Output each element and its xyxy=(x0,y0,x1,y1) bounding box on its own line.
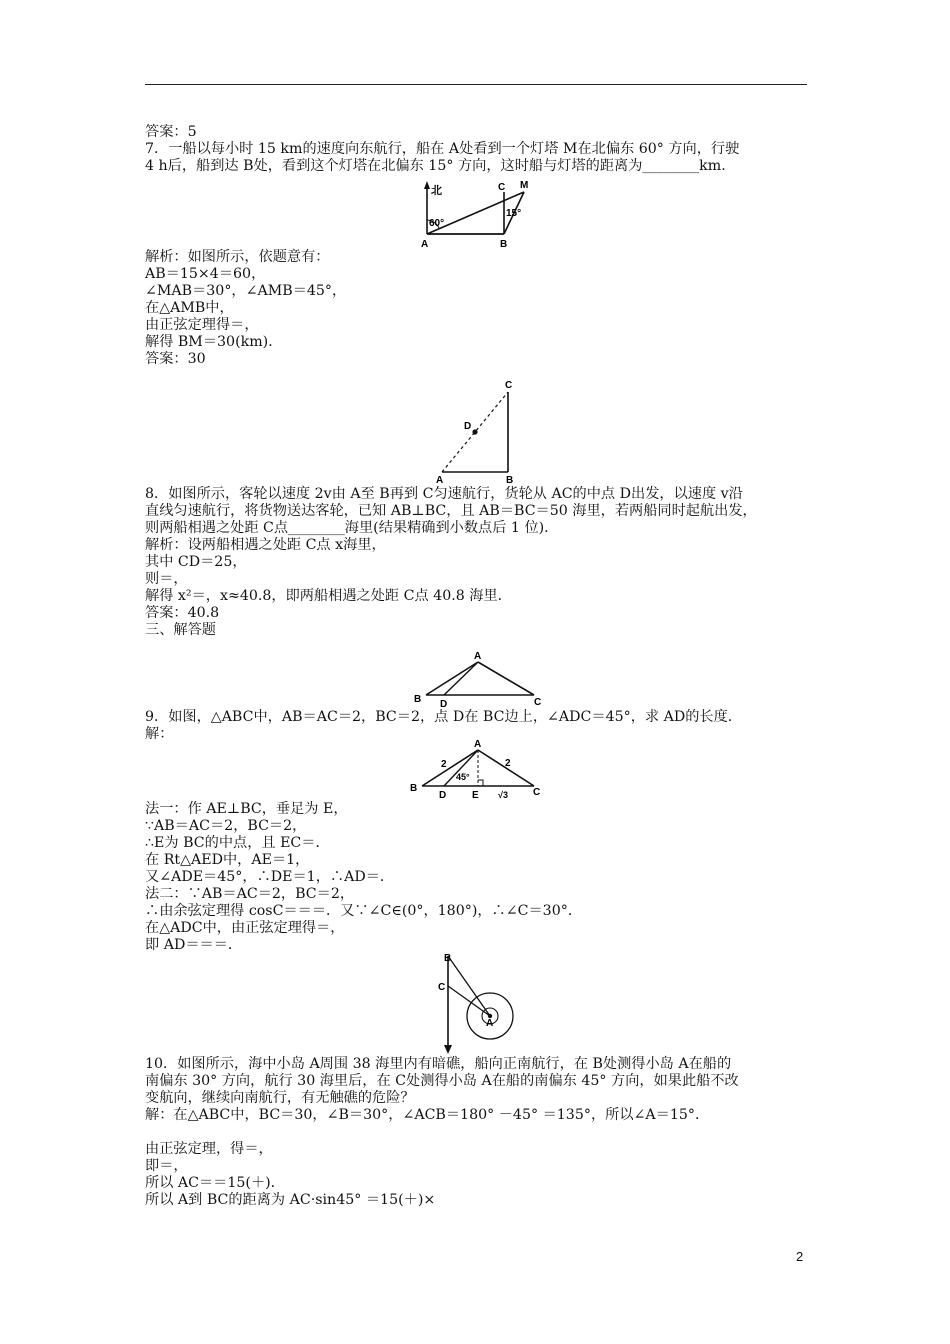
problem-7-line-1: 7．一船以每小时 15 km的速度向东航行，船在 A处看到一个灯塔 M在北偏东 60° 方向，行驶 xyxy=(145,141,740,157)
p8-analysis: 解析：设两船相遇之处距 C点 x海里， xyxy=(145,537,386,553)
p9-method1-step1: 法一：作 AE⊥BC，垂足为 E， xyxy=(145,801,348,817)
fig9b-half-bc-label: √3 xyxy=(498,790,508,800)
p10-solution-line-1: 解：在△ABC中，BC＝30，∠B＝30°，∠ACB＝180° －45° ＝135°，所以∠A＝15°． xyxy=(145,1107,710,1123)
fig9b-label-b: B xyxy=(410,783,418,794)
figure-7-diagram xyxy=(418,178,530,250)
p9-method2-step4: 即 AD＝＝＝． xyxy=(145,937,243,953)
section-heading-3: 三、解答题 xyxy=(145,622,216,638)
p8-solve: 解得 x²＝，x≈40.8，即两船相遇之处距 C点 40.8 海里． xyxy=(145,588,512,604)
p8-cd: 其中 CD＝25， xyxy=(145,554,247,570)
p9-method2-step2: ∴由余弦定理得 cosC＝＝＝．又∵∠C∈(0°，180°)，∴∠C＝30°． xyxy=(145,903,583,919)
fig10-label-c: C xyxy=(438,982,446,993)
problem-9: 9．如图，△ABC中，AB＝AC＝2，BC＝2，点 D在 BC边上，∠ADC＝45°，求 AD的长度． xyxy=(145,709,742,725)
fig9b-side-ab-label: 2 xyxy=(441,759,447,770)
problem-8-line-3: 则两船相遇之处距 C点________海里(结果精确到小数点后 1 位)． xyxy=(145,520,559,536)
fig10-label-a: A xyxy=(486,1018,494,1029)
p10-equation: 即＝， xyxy=(145,1158,188,1174)
p9-method1-step2: ∵AB＝AC＝2，BC＝2， xyxy=(145,818,307,834)
fig9a-segment-ac xyxy=(478,662,534,695)
p7-sine-law: 由正弦定理得＝， xyxy=(145,317,259,333)
fig9a-label-a: A xyxy=(474,651,482,662)
p9-method2-step1: 法二：∵AB＝AC＝2，BC＝2， xyxy=(145,886,355,902)
fig10-label-b: B xyxy=(444,953,452,964)
fig7-label-m: M xyxy=(520,180,529,191)
fig9a-label-b: B xyxy=(414,694,422,705)
problem-10-line-2: 南偏东 30° 方向，航行 30 海里后，在 C处测得小岛 A在船的南偏东 45° 方向，如果此船不改 xyxy=(145,1073,739,1089)
fig9b-right-angle-mark xyxy=(478,780,483,786)
p9-method2-step3: 在△ADC中，由正弦定理得＝， xyxy=(145,920,345,936)
problem-8-line-2: 直线匀速航行，将货物送达客轮，已知 AB⊥BC，且 AB＝BC＝50 海里，若两船同时起航出发， xyxy=(145,503,757,519)
p8-answer: 答案：40.8 xyxy=(145,605,220,621)
fig9a-label-c: C xyxy=(534,697,542,708)
page-number: 2 xyxy=(796,1249,804,1264)
answer-6: 答案：5 xyxy=(145,124,197,140)
p9-method1-step5: 又∠ADE＝45°，∴DE＝1，∴AD＝． xyxy=(145,869,395,885)
fig9b-side-ac-label: 2 xyxy=(505,758,511,769)
fig7-north-label: 北 xyxy=(431,185,442,197)
fig7-label-b: B xyxy=(500,239,508,250)
p7-angles: ∠MAB＝30°，∠AMB＝45°， xyxy=(145,283,347,299)
figure-9b-diagram xyxy=(406,738,546,802)
fig10-course-arrowhead xyxy=(444,1045,452,1054)
figure-8-diagram xyxy=(428,376,524,486)
p8-equation: 则＝， xyxy=(145,571,188,587)
p7-ab: AB＝15×4＝60， xyxy=(145,266,266,282)
fig9a-label-d: D xyxy=(440,699,448,708)
fig9b-angle-label: 45° xyxy=(456,772,470,782)
fig9b-label-e: E xyxy=(472,790,479,801)
p7-triangle: 在△AMB中， xyxy=(145,300,234,316)
p10-ac-value: 所以 AC＝＝15(＋)． xyxy=(145,1175,285,1191)
p7-solve: 解得 BM＝30(km)． xyxy=(145,334,283,350)
fig9b-label-a: A xyxy=(474,739,482,750)
p7-analysis: 解析：如图所示，依题意有： xyxy=(145,249,330,265)
fig7-angle-b-label: 15° xyxy=(506,208,522,219)
problem-7-line-2: 4 h后，船到达 B处，看到这个灯塔在北偏东 15° 方向，这时船与灯塔的距离为________km. xyxy=(145,158,726,174)
figure-9a-diagram xyxy=(410,650,546,708)
fig8-label-b: B xyxy=(506,475,514,486)
p9-solution-label: 解： xyxy=(145,726,174,742)
fig7-label-a: A xyxy=(421,239,429,250)
fig8-label-d: D xyxy=(464,421,472,432)
problem-10-line-1: 10．如图所示，海中小岛 A周围 38 海里内有暗礁，船向正南航行，在 B处测得小岛 A在船的 xyxy=(145,1056,732,1072)
fig8-point-d xyxy=(472,429,477,434)
fig9b-label-c: C xyxy=(533,787,541,798)
fig9b-label-d: D xyxy=(439,790,447,801)
p9-method1-step3: ∴E为 BC的中点，且 EC＝． xyxy=(145,835,330,851)
p10-distance: 所以 A到 BC的距离为 AC·sin45° ＝15(＋)× xyxy=(145,1192,436,1208)
header-rule xyxy=(145,84,807,85)
problem-8-line-1: 8．如图所示，客轮以速度 2v由 A至 B再到 C匀速航行，货轮从 AC的中点 D出发，以速度 v沿 xyxy=(145,486,743,502)
fig7-angle-a-label: 60° xyxy=(429,218,445,229)
p10-sine-law: 由正弦定理，得＝， xyxy=(145,1141,273,1157)
p9-method1-step4: 在 Rt△AED中，AE＝1， xyxy=(145,852,310,868)
fig9a-segment-ab xyxy=(426,662,478,695)
fig8-label-c: C xyxy=(505,380,513,391)
fig7-label-c: C xyxy=(498,182,506,193)
fig8-label-a: A xyxy=(436,475,444,486)
p7-answer: 答案：30 xyxy=(145,351,206,367)
north-arrow-head xyxy=(424,181,430,189)
fig9a-segment-ad xyxy=(444,662,478,695)
figure-10-diagram xyxy=(436,950,518,1056)
fig10-segment-ca xyxy=(448,986,490,1016)
problem-10-line-3: 变航向，继续向南航行，有无触礁的危险？ xyxy=(145,1090,415,1106)
